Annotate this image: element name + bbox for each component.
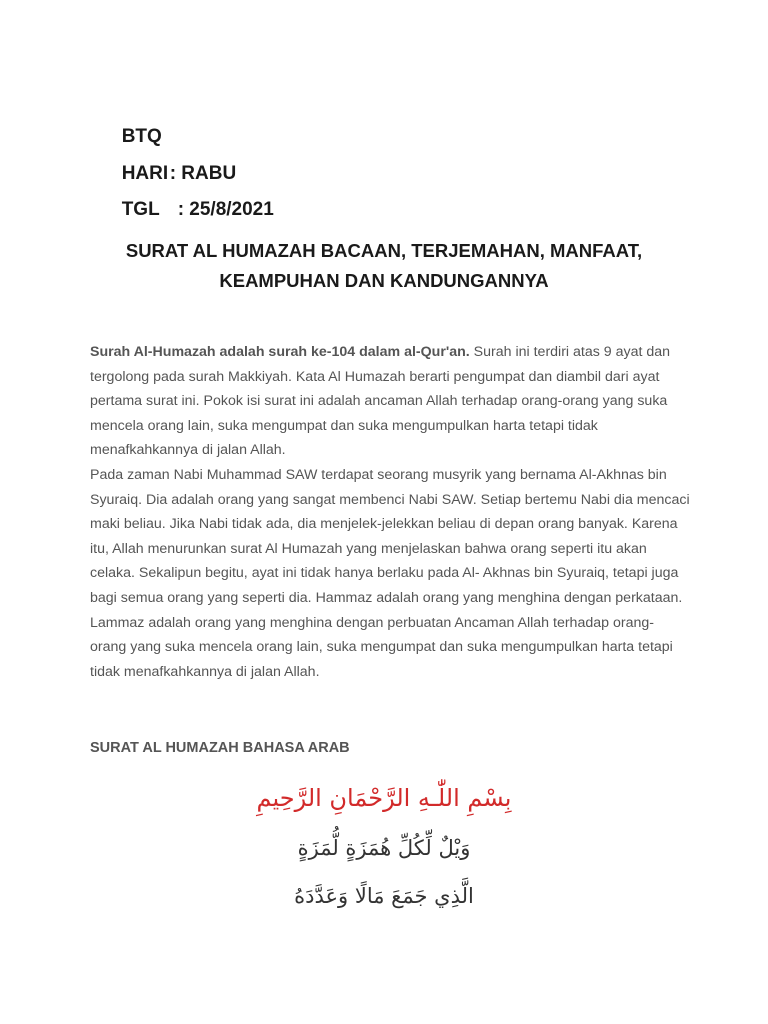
- bismillah-text: بِسْمِ اللّٰـهِ الرَّحْمَانِ الرَّحِيمِ: [256, 784, 512, 812]
- intro-paragraph: [90, 340, 690, 463]
- day-label: HARI: [121, 162, 169, 184]
- subject-line: [90, 92, 274, 147]
- page-title: [80, 236, 688, 296]
- intro-rest: Surah ini terdiri atas 9 ayat dan tergolong pada surah Makkiyah. Kata Al Humazah berarti pengumpat dan diambil dari ayat pertama surat ini. Pokok isi surat ini adalah ancaman Allah terhadap orang-orang yang suka mencela orang lain, suka mengumpat dan suka mengumpulkan harta tetapi tidak menafkahkannya di jalan Allah.: [90, 344, 671, 459]
- date-label: TGL: [121, 199, 160, 220]
- article-body: [90, 340, 690, 684]
- document-header: [90, 92, 274, 220]
- arabic-section-heading: SURAT AL HUMAZAH BAHASA ARAB: [90, 740, 350, 756]
- ayat-1-text: وَيْلٌ لِّكُلِّ هُمَزَةٍ لُّمَزَةٍ: [297, 836, 471, 860]
- subject-label: BTQ: [121, 126, 162, 147]
- title-line-1: SURAT AL HUMAZAH BACAAN, TERJEMAHAN, MANFAAT,: [125, 240, 643, 261]
- intro-lead: Surah Al-Humazah adalah surah ke-104 dalam al-Qur'an.: [90, 344, 470, 360]
- date-value: : 25/8/2021: [177, 199, 274, 220]
- story-paragraph: Pada zaman Nabi Muhammad SAW terdapat seorang musyrik yang bernama Al-Akhnas bin Syuraiq. Dia adalah orang yang sangat membenci Nabi SAW. Setiap bertemu Nabi dia mencaci maki beliau. Jika Nabi tidak ada, dia menjelek-jelekkan beliau di depan orang banyak. Karena itu, Allah menurunkan surat Al Humazah yang menjelaskan bahwa orang seperti itu akan celaka. Sekalipun begitu, ayat ini tidak hanya berlaku pada Al- Akhnas bin Syuraiq, tetapi juga bagi semua orang yang seperti dia. Hammaz adalah orang yang menghina dengan perkataan. Lammaz adalah orang yang menghina dengan perbuatan Ancaman Allah terhadap orang-orang yang suka mencela orang lain, suka mengumpat dan suka mengumpulkan harta tetapi tidak menafkahkannya di jalan Allah.: [90, 466, 690, 680]
- ayat-2-text: الَّذِي جَمَعَ مَالًا وَعَدَّدَهُ: [294, 884, 474, 908]
- title-line-2: KEAMPUHAN DAN KANDUNGANNYA: [219, 270, 549, 291]
- day-value: : RABU: [169, 162, 237, 184]
